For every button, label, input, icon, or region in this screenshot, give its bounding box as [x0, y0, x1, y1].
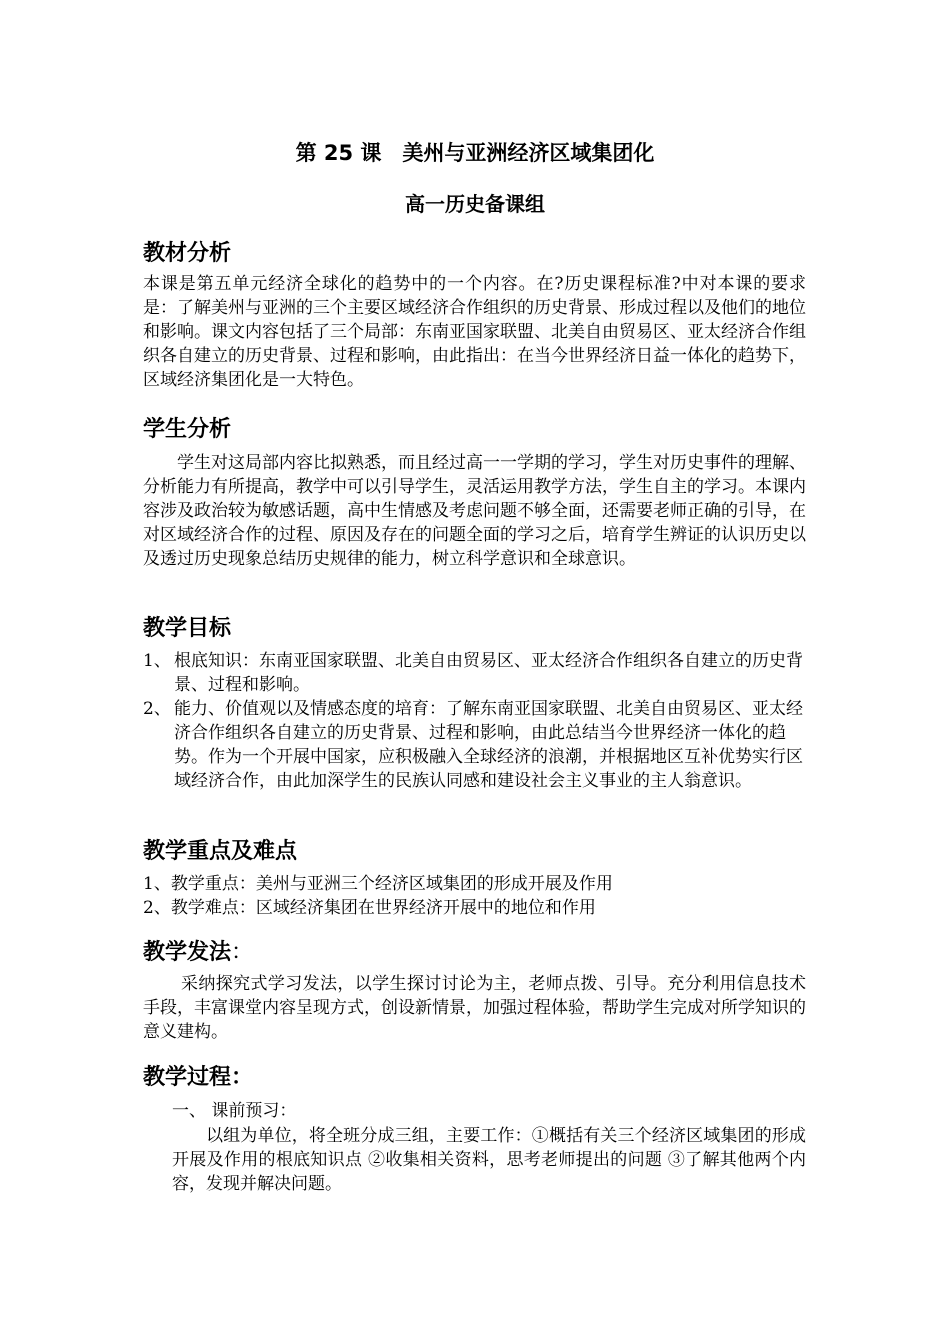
list-item — [143, 697, 806, 793]
list-item: 1、教学重点：美州与亚洲三个经济区域集团的形成开展及作用 — [143, 874, 613, 894]
student-analysis-text: 学生对这局部内容比拟熟悉，而且经过高一一学期的学习，学生对历史事件的理解、分析能力有所提高，教学中可以引导学生，灵活运用教学方法，学生自主的学习。本课内容涉及政治较为敏感话题，高中生情感及考虑问题不够全面，还需要老师正确的引导，在对区域经济合作的过程、原因及存在的问题全面的学习之后，培育学生辨证的认识历史以及透过历史现象总结历史规律的能力，树立科学意识和全球意识。 — [143, 453, 806, 569]
heading-teaching-goals: 教学目标 — [143, 616, 232, 641]
heading-student-analysis: 学生分析 — [143, 417, 232, 442]
teaching-method-text: 采纳探究式学习发法，以学生探讨讨论为主，老师点拨、引导。充分利用信息技术手段，丰富课堂内容呈现方式，创设新情景，加强过程体验，帮助学生完成对所学知识的意义建构。 — [143, 974, 806, 1042]
list-item: 2、教学难点：区域经济集团在世界经济开展中的地位和作用 — [143, 898, 596, 918]
process-step-1-text: 以组为单位，将全班分成三组，主要工作：①概括有关三个经济区域集团的形成开展及作用的根底知识点 ②收集相关资料，思考老师提出的问题 ③了解其他两个内容，发现并解决问题。 — [172, 1126, 806, 1194]
heading-material-analysis: 教材分析 — [143, 241, 232, 266]
list-item-number: 1、 — [143, 651, 171, 671]
list-item-number: 2、 — [143, 699, 171, 719]
heading-teaching-method-label: 教学发法 — [143, 940, 232, 965]
heading-teaching-method — [143, 935, 253, 966]
material-analysis-text: 本课是第五单元经济全球化的趋势中的一个内容。在?历史课程标准?中对本课的要求是：了解美州与亚洲的三个主要区域经济合作组织的历史背景、形成过程以及他们的地位和影响。课文内容包括了三个局部：东南亚国家联盟、北美自由贸易区、亚太经济合作组织各自建立的历史背景、过程和影响，由此指出：在当今世界经济日益一体化的趋势下，区域经济集团化是一大特色。 — [143, 274, 806, 390]
heading-key-points: 教学重点及难点 — [143, 839, 298, 864]
page-subtitle: 高一历史备课组 — [405, 192, 545, 216]
process-step-1-label: 一、 课前预习： — [172, 1101, 297, 1121]
heading-teaching-method-colon: ： — [231, 940, 254, 965]
list-item — [143, 649, 806, 697]
list-item-text: 能力、价值观以及情感态度的培育：了解东南亚国家联盟、北美自由贸易区、亚太经济合作组织各自建立的历史背景、过程和影响，由此总结当今世界经济一体化的趋势。作为一个开展中国家，应积极融入全球经济的浪潮，并根据地区互补优势实行区域经济合作，由此加深学生的民族认同感和建设社会主义事业的主人翁意识。 — [174, 699, 803, 791]
list-item-text: 根底知识：东南亚国家联盟、北美自由贸易区、亚太经济合作组织各自建立的历史背景、过程和影响。 — [174, 651, 803, 695]
heading-teaching-process: 教学过程： — [143, 1065, 254, 1090]
teaching-goals-list — [143, 649, 806, 793]
key-points-list — [143, 872, 806, 920]
page-title: 第 25 课 美州与亚洲经济区域集团化 — [295, 141, 655, 165]
